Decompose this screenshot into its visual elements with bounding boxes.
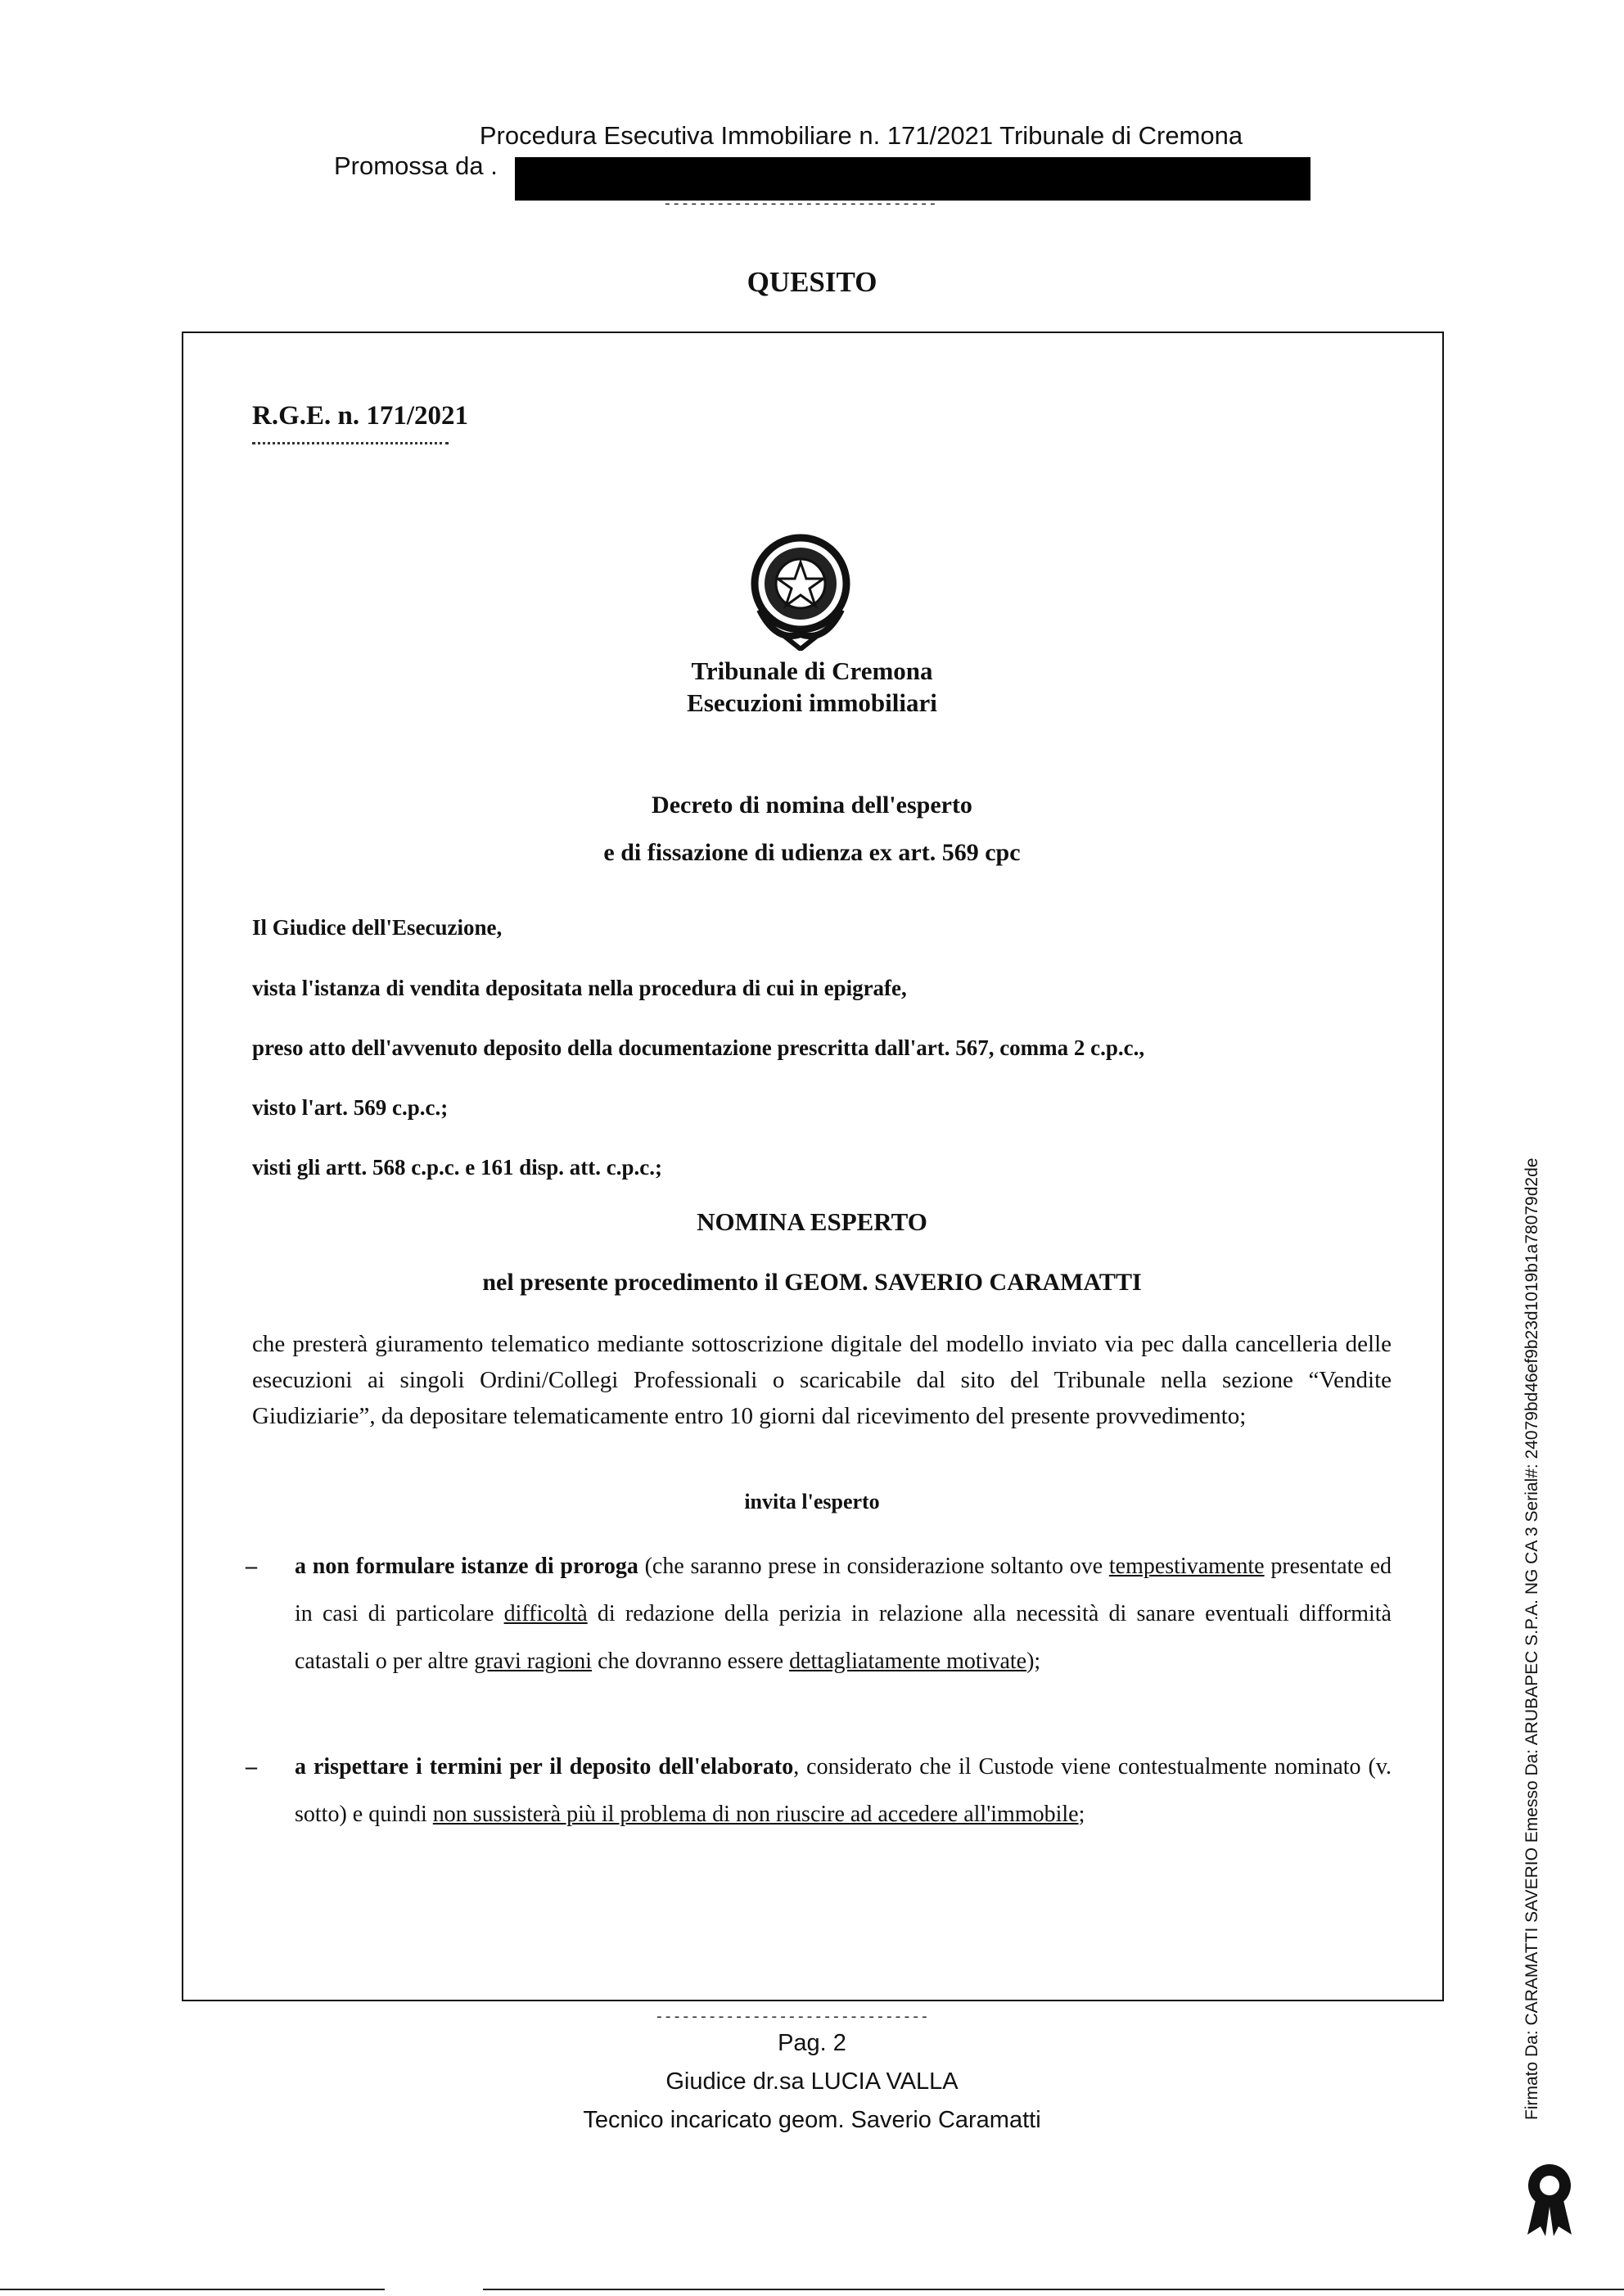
- bullet-text: , considerato che il Custode viene contestualmente nominato (v. sotto) e quindi: [295, 1754, 1392, 1827]
- paragraph-giudice: Il Giudice dell'Esecuzione,: [252, 915, 503, 940]
- bullet-text: che dovranno essere: [592, 1649, 790, 1674]
- underlined-text: difficoltà: [503, 1601, 588, 1626]
- header-title: Procedura Esecutiva Immobiliare n. 171/2021 Tribunale di Cremona: [479, 121, 1243, 150]
- bullet-text: di redazione della perizia in relazione alla necessità di sanare eventuali difformità catastali o per altre: [295, 1601, 1392, 1674]
- underlined-text: non sussisterà più il problema di non riuscire ad accedere all'immobile: [432, 1802, 1079, 1827]
- bullet-text: ;: [1078, 1802, 1085, 1827]
- paragraph-art-569: visto l'art. 569 c.p.c.;: [252, 1095, 449, 1120]
- bottom-rule-left: [0, 2289, 385, 2290]
- bullet-lead: a non formulare istanze di proroga: [295, 1554, 638, 1579]
- bottom-rule-right: [483, 2289, 1624, 2290]
- bullet-dash: –: [246, 1554, 257, 1579]
- nomina-subheading: nel presente procedimento il GEOM. SAVERIO CARAMATTI: [482, 1269, 1142, 1296]
- bullet-text: );: [1026, 1649, 1041, 1674]
- decree-heading: [0, 782, 1624, 877]
- italian-republic-emblem-icon: [743, 528, 858, 651]
- signature-text: Firmato Da: CARAMATTI SAVERIO Emesso Da: ARUBAPEC S.P.A. NG CA 3 Serial#: 24079bd46ef9b23d1019b1a78079d2de: [1522, 1157, 1541, 2120]
- decree-line-1: Decreto di nomina dell'esperto: [652, 792, 972, 819]
- underlined-text: dettagliatamente motivate: [789, 1649, 1027, 1674]
- court-heading: [0, 655, 1624, 719]
- digital-signature-seal-icon: [1521, 2161, 1578, 2236]
- paragraph-artt-568: visti gli artt. 568 c.p.c. e 161 disp. att. c.p.c.;: [252, 1155, 662, 1180]
- paragraph-deposito: preso atto dell'avvenuto deposito della documentazione prescritta dall'art. 567, comma 2 c.p.c.,: [252, 1035, 1145, 1060]
- rge-number: R.G.E. n. 171/2021: [252, 401, 469, 431]
- bullet-text: (che saranno prese in considerazione soltanto ove: [638, 1554, 1109, 1579]
- bullet-termini: [246, 1743, 1392, 1838]
- page-number: Pag. 2: [778, 2030, 846, 2056]
- invita-heading: invita l'esperto: [744, 1490, 880, 1513]
- footer-dash-line: -------------------------------: [655, 2010, 929, 2026]
- rge-underline-scribble: [252, 442, 449, 451]
- bullet-lead: a rispettare i termini per il deposito dell'elaborato: [295, 1754, 794, 1780]
- underlined-text: gravi ragioni: [474, 1649, 593, 1674]
- section-title: QUESITO: [747, 266, 877, 298]
- underlined-text: tempestivamente: [1108, 1554, 1265, 1579]
- promossa-label: Promossa da .: [334, 151, 498, 180]
- bullet-proroga: [246, 1543, 1392, 1685]
- nomina-heading: NOMINA ESPERTO: [697, 1207, 927, 1236]
- bullet-text: presentate ed in casi di particolare: [295, 1554, 1392, 1626]
- decree-line-2: e di fissazione di udienza ex art. 569 cpc: [603, 839, 1021, 866]
- footer-technician: Tecnico incaricato geom. Saverio Caramatti: [583, 2107, 1041, 2133]
- court-name: Tribunale di Cremona: [691, 656, 933, 685]
- bullet-dash: –: [246, 1754, 257, 1780]
- redaction-bar: [515, 157, 1310, 201]
- header-dash-line: -------------------------------: [663, 196, 937, 213]
- court-section: Esecuzioni immobiliari: [687, 688, 937, 717]
- footer-judge: Giudice dr.sa LUCIA VALLA: [665, 2068, 959, 2095]
- paragraph-istanza: vista l'istanza di vendita depositata nella procedura di cui in epigrafe,: [252, 976, 907, 1000]
- signature-sidebar: [1522, 1157, 1555, 2120]
- oath-paragraph: che presterà giuramento telematico mediante sottoscrizione digitale del modello inviato via pec dalla cancelleria delle esecuzioni ai singoli Ordini/Collegi Professionali o scaricabile dal sito del Tribunale nella sezione “Vendite Giudiziarie”, da depositare telematicamente entro 10 giorni dal ricevimento del presente provvedimento;: [252, 1331, 1392, 1429]
